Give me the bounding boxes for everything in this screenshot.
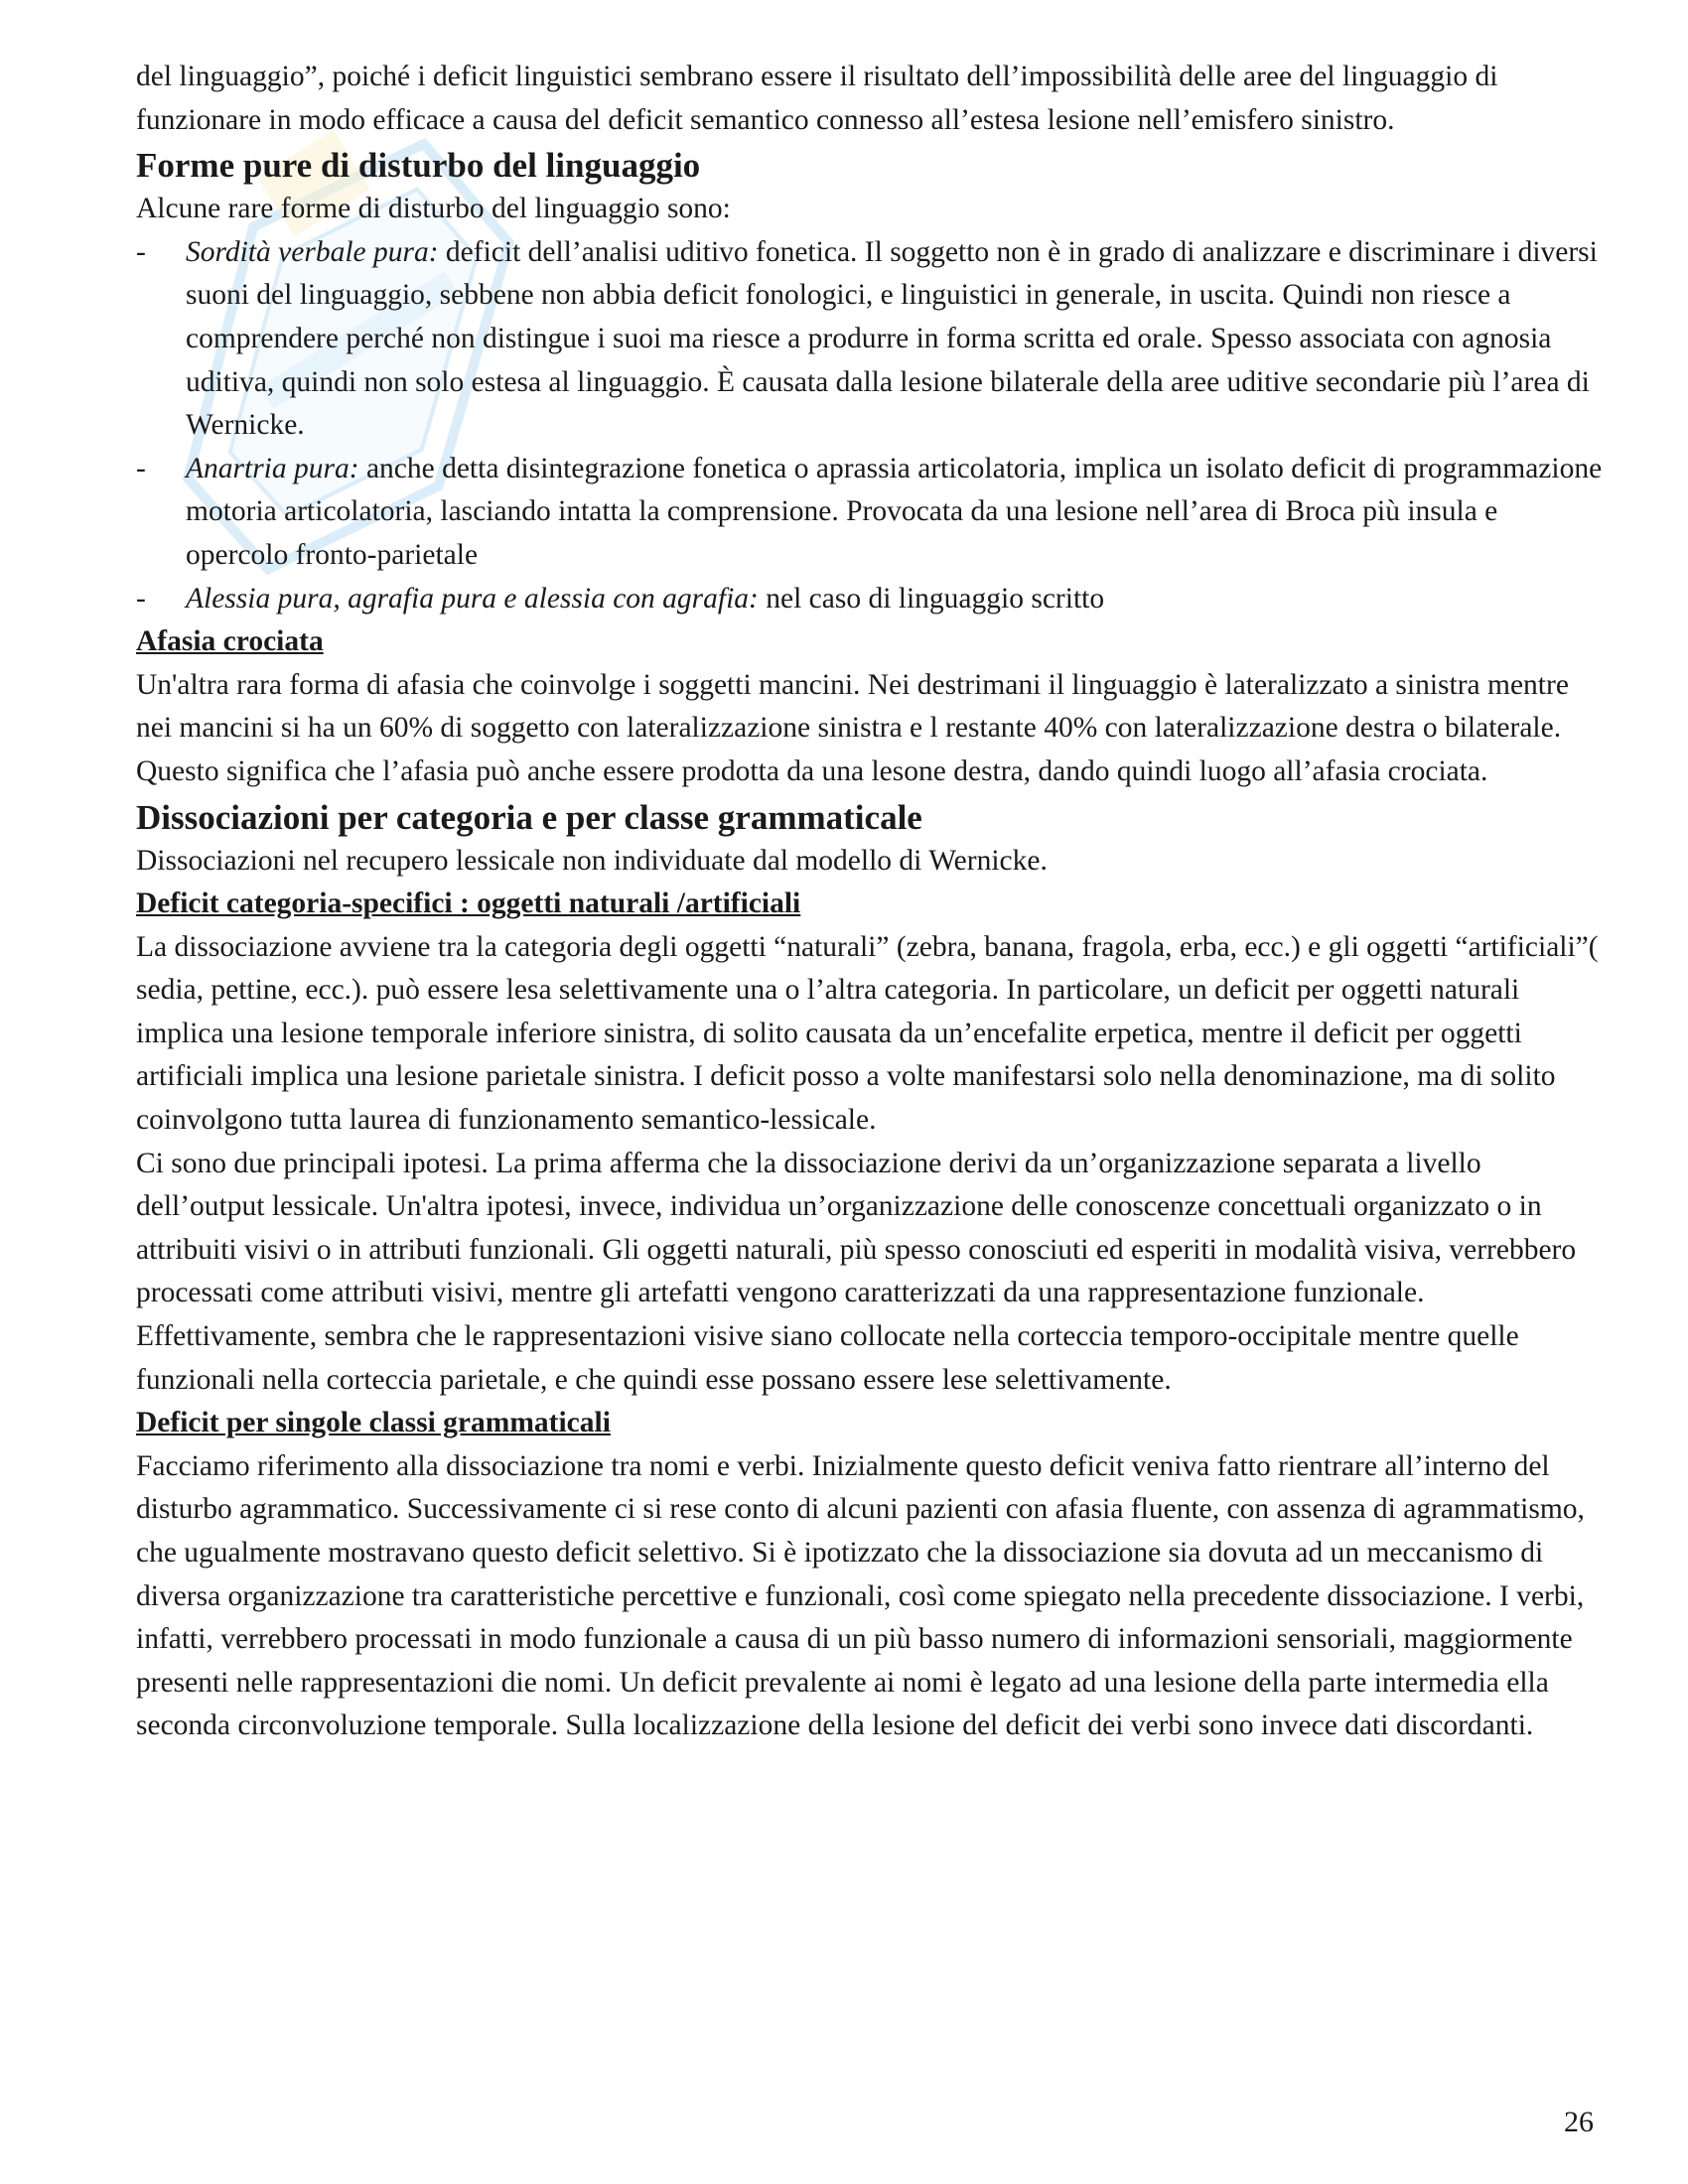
list-item-text: deficit dell’analisi uditivo fonetica. Il soggetto non è in grado di analizzare e discriminare i diversi suoni del linguaggio, sebbene non abbia deficit fonologici, e linguistici in generale, in uscita. Quindi non riesce a comprendere perché non distingue i suoi ma riesce a produrre in forma scritta ed orale. Spesso associata con agnosia uditiva, quindi non solo estesa al linguaggio. È causata dalla lesione bilaterale della aree uditive secondarie più l’area di Wernicke.	[186, 235, 1598, 442]
section-intro-dissociazioni: Dissociazioni nel recupero lessicale non individuate dal modello di Wernicke.	[136, 844, 1048, 877]
subheading-afasia-crociata: Afasia crociata	[136, 625, 324, 658]
paragraph-deficit-categoria-2: Ci sono due principali ipotesi. La prima afferma che la dissociazione derivi da un’organizzazione separata a livello dell’output lessicale. Un'altra ipotesi, invece, individua un’organizzazione delle conoscenze concettuali organizzato o in attribuiti visivi o in attributi funzionali. Gli oggetti naturali, più spesso conosciuti ed esperiti in modalità visiva, verrebbero processati come attributi visivi, mentre gli artefatti vengono caratterizzati da una rappresentazione funzionale. Effettivamente, sembra che le rappresentazioni visive siano collocate nella corteccia temporo-occipitale mentre quelle funzionali nella corteccia parietale, e che quindi esse possano essere lese selettivamente.	[136, 1147, 1577, 1396]
list-item-alessia	[136, 578, 1606, 621]
section-heading-forme-pure: Forme pure di disturbo del linguaggio	[136, 146, 701, 186]
section-heading-dissociazioni: Dissociazioni per categoria e per classe grammaticale	[136, 797, 922, 837]
paragraph-deficit-classi: Facciamo riferimento alla dissociazione tra nomi e verbi. Inizialmente questo deficit veniva fatto rientrare all’interno del disturbo agrammatico. Successivamente ci si rese conto di alcuni pazienti con afasia fluente, con assenza di agrammatismo, che ugualmente mostravano questo deficit selettivo. Si è ipotizzato che la dissociazione sia dovuta ad un meccanismo di diversa organizzazione tra caratteristiche percettive e funzionali, così come spiegato nella precedente dissociazione. I verbi, infatti, verrebbero processati in modo funzionale a causa di un più basso numero di informazioni sensoriali, maggiormente presenti nelle rappresentazioni die nomi. Un deficit prevalente ai nomi è legato ad una lesione della parte intermedia ella seconda circonvoluzione temporale. Sulla localizzazione della lesione del deficit dei verbi sono invece dati discordanti.	[136, 1449, 1585, 1742]
subheading-deficit-categoria: Deficit categoria-specifici : oggetti naturali /artificiali	[136, 887, 801, 920]
list-item-sordita-verbale	[136, 231, 1606, 448]
list-item-text: nel caso di linguaggio scritto	[758, 582, 1105, 614]
section-intro-forme-pure: Alcune rare forme di disturbo del linguaggio sono:	[136, 193, 731, 225]
paragraph-afasia-crociata: Un'altra rara forma di afasia che coinvolge i soggetti mancini. Nei destrimani il linguaggio è lateralizzato a sinistra mentre nei mancini si ha un 60% di soggetto con lateralizzazione sinistra e l restante 40% con lateralizzazione destra o bilaterale. Questo significa che l’afasia può anche essere prodotta da una lesone destra, dando quindi luogo all’afasia crociata.	[136, 668, 1569, 787]
list-item-anartria	[136, 448, 1606, 578]
list-dash: -	[136, 582, 146, 614]
paragraph-deficit-categoria-1: La dissociazione avviene tra la categoria degli oggetti “naturali” (zebra, banana, fragola, erba, ecc.) e gli oggetti “artificiali”( sedia, pettine, ecc.). può essere lesa selettivamente una o l’altra categoria. In particolare, un deficit per oggetti naturali implica una lesione temporale inferiore sinistra, di solito causata da un’encefalite erpetica, mentre il deficit per oggetti artificiali implica una lesione parietale sinistra. I deficit posso a volte manifestarsi solo nella denominazione, ma di solito coinvolgono tutta laurea di funzionamento semantico-lessicale.	[136, 930, 1599, 1137]
page-number: 26	[1564, 2106, 1594, 2138]
list-item-text: anche detta disintegrazione fonetica o aprassia articolatoria, implica un isolato deficit di programmazione motoria articolatoria, lasciando intatta la comprensione. Provocata da una lesione nell’area di Broca più insula e opercolo fronto-parietale	[186, 452, 1603, 571]
list-dash: -	[136, 452, 146, 484]
list-item-term: Anartria pura:	[186, 452, 359, 484]
list-dash: -	[136, 235, 146, 268]
document-page	[136, 56, 1606, 1748]
list-item-term: Alessia pura, agrafia pura e alessia con agrafia:	[186, 582, 759, 614]
list-item-term: Sordità verbale pura:	[186, 235, 439, 268]
subheading-deficit-classi: Deficit per singole classi grammaticali	[136, 1407, 611, 1439]
intro-paragraph: del linguaggio”, poiché i deficit linguistici sembrano essere il risultato dell’impossibilità delle aree del linguaggio di funzionare in modo efficace a causa del deficit semantico connesso all’estesa lesione nell’emisfero sinistro.	[136, 61, 1498, 136]
